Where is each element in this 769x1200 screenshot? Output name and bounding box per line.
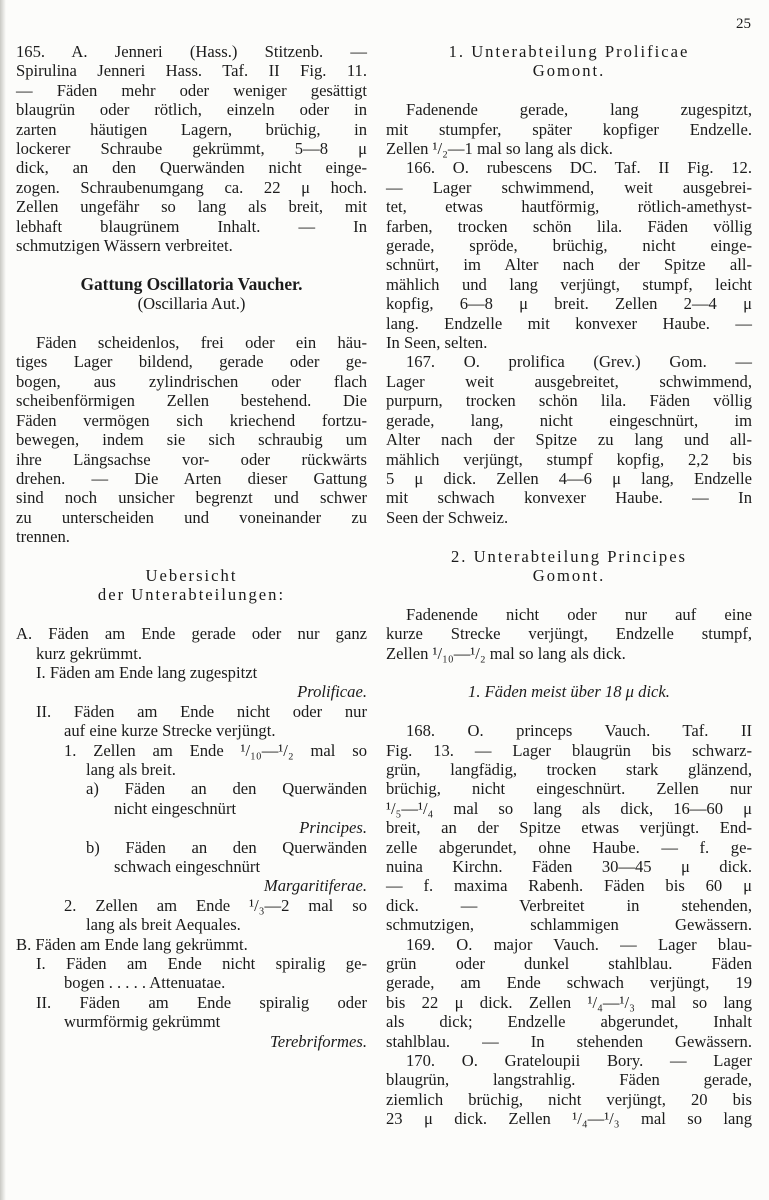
text-line: schmutzigen Wässern verbreitet. — [16, 236, 233, 256]
spacer — [16, 605, 367, 624]
text-line: 1. Fäden meist über 18 μ dick. — [468, 682, 670, 702]
text-line: lebhaft blaugrünem Inhalt. — In — [16, 216, 367, 236]
text-line: trennen. — [16, 527, 70, 547]
text-line: gerade, lang, nicht eingeschnürt, im — [386, 410, 752, 430]
text-line: 1. Unterabteilung Prolificae — [448, 42, 690, 61]
text-line: gerade, am Ende schwach verjüngt, 19 — [386, 973, 752, 993]
text-line: kopfig, 6—8 μ breit. Zellen 2—4 μ — [386, 294, 752, 314]
text-line: purpurn, trocken schön lila. Fäden völlig — [386, 391, 752, 411]
text-line: Seen der Schweiz. — [386, 507, 509, 527]
left-column — [16, 42, 367, 1051]
text-line: Spirulina Jenneri Hass. Taf. II Fig. 11. — [16, 61, 367, 81]
text-line: Uebersicht — [145, 565, 238, 585]
text-line: Margaritiferae. — [263, 876, 367, 896]
text-line: 23 μ dick. Zellen ¹/₄—¹/₃ mal so lang — [386, 1109, 752, 1129]
text-line: — Fäden mehr oder weniger gesättigt — [16, 80, 367, 100]
text-line: bis 22 μ dick. Zellen ¹/₄—¹/₃ mal so lang — [386, 992, 752, 1012]
scan-edge-shadow — [0, 0, 6, 1200]
text-line: bewegen, indem sie sich schraubig um — [16, 430, 367, 450]
text-line: 2. Unterabteilung Principes — [450, 546, 688, 566]
text-line: schmutzigen, schlammigen Gewässern. — [386, 915, 752, 935]
right-column — [386, 42, 752, 1129]
text-line: breit, an der Spitze etwas verjüngt. End- — [386, 818, 752, 838]
text-line: b) Fäden an den Querwänden — [86, 837, 367, 857]
spacer — [386, 702, 752, 721]
spacer — [16, 255, 367, 274]
text-line: grün oder dunkel stahlblau. Fäden — [386, 954, 752, 974]
spacer — [386, 663, 752, 682]
text-line: Zellen ¹/₁₀—¹/₂ mal so lang als dick. — [386, 643, 626, 663]
text-line: — Lager schwimmend, weit ausgebrei- — [386, 177, 752, 197]
page-number: 25 — [736, 16, 751, 32]
text-line: drehen. — Die Arten dieser Gattung — [16, 468, 367, 488]
text-line: I. Fäden am Ende lang zugespitzt — [36, 662, 258, 682]
text-line: 170. O. Grateloupii Bory. — Lager — [406, 1051, 752, 1071]
text-line: (Oscillaria Aut.) — [137, 294, 246, 314]
text-line: II. Fäden am Ende spiralig oder — [36, 992, 367, 1012]
text-line: Fig. 13. — Lager blaugrün bis schwarz- — [386, 740, 752, 760]
text-line: Fadenende nicht oder nur auf eine — [406, 604, 752, 624]
text-line: gerade, spröde, brüchig, nicht einge- — [386, 236, 752, 256]
text-line: 168. O. princeps Vauch. Taf. II — [406, 721, 752, 741]
text-line: lang als breit. — [86, 759, 176, 779]
text-line: nicht eingeschnürt — [114, 798, 237, 818]
text-line: Zellen ungefähr so lang als breit, mit — [16, 197, 367, 217]
text-line: dick, an den Querwänden nicht einge- — [16, 158, 367, 178]
spacer — [386, 527, 752, 546]
text-line: 165. A. Jenneri (Hass.) Stitzenb. — — [16, 42, 367, 61]
text-line: stahlblau. — In stehenden Gewässern. — [386, 1031, 752, 1051]
text-line: auf eine kurze Strecke verjüngt. — [64, 721, 276, 741]
text-line: In Seen, selten. — [386, 333, 488, 353]
text-line: zarten häutigen Lagern, brüchig, in — [16, 119, 367, 139]
text-line: I. Fäden am Ende nicht spiralig ge- — [36, 954, 367, 974]
text-line: 169. O. major Vauch. — Lager blau- — [406, 934, 752, 954]
text-line: Terebriformes. — [270, 1031, 367, 1051]
text-line: kurze Strecke verjüngt, Endzelle stumpf, — [386, 624, 752, 644]
text-line: bogen . . . . . Attenuatae. — [64, 973, 226, 993]
text-line: kurz gekrümmt. — [36, 643, 142, 663]
text-line: brüchig, nicht eingeschnürt. Zellen nur — [386, 779, 752, 799]
text-line: lockerer Schraube gekrümmt, 5—8 μ — [16, 139, 367, 159]
text-line: der Unterabteilungen: — [97, 585, 286, 605]
text-line: mählich und lang verjüngt, stumpf, leicht — [386, 274, 752, 294]
spacer — [386, 585, 752, 604]
text-line: Fäden vermögen sich kriechend fortzu- — [16, 410, 367, 430]
text-line: Fäden scheidenlos, frei oder ein häu- — [36, 333, 367, 353]
text-line: dick. — Verbreitet in stehenden, — [386, 895, 752, 915]
spacer — [16, 314, 367, 333]
text-line: blaugrün, langstrahlig. Fäden gerade, — [386, 1070, 752, 1090]
text-line: 2. Zellen am Ende ¹/₃—2 mal so — [64, 895, 367, 915]
text-line: sind noch unsicher begrenzt und schwer — [16, 488, 367, 508]
text-line: scheibenförmigen Zellen bestehend. Die — [16, 391, 367, 411]
text-line: Gomont. — [532, 61, 606, 81]
text-line: Alter nach der Spitze zu lang und all- — [386, 430, 752, 450]
text-line: lang als breit Aequales. — [86, 915, 241, 935]
text-line: als dick; Endzelle abgerundet, Inhalt — [386, 1012, 752, 1032]
text-line: ¹/₅—¹/₄ mal so lang als dick, 16—60 μ — [386, 798, 752, 818]
text-line: Gomont. — [532, 565, 606, 585]
text-line: Principes. — [299, 818, 367, 838]
text-line: zogen. Schraubenumgang ca. 22 μ hoch. — [16, 177, 367, 197]
text-line: tiges Lager bildend, gerade oder ge- — [16, 352, 367, 372]
text-line: Lager weit ausgebreitet, schwimmend, — [386, 371, 752, 391]
text-line: bogen, aus zylindrischen oder flach — [16, 371, 367, 391]
text-line: mit schwach konvexer Haube. — In — [386, 488, 752, 508]
text-line: II. Fäden am Ende nicht oder nur — [36, 701, 367, 721]
text-line: grün, langfädig, trocken stark glänzend, — [386, 759, 752, 779]
text-line: zelle abgerundet, ohne Haube. — f. ge- — [386, 837, 752, 857]
text-line: farben, trocken schön lila. Fäden völlig — [386, 216, 752, 236]
text-line: schwach eingeschnürt — [114, 857, 261, 876]
text-line: schnürt, im Alter nach der Spitze all- — [386, 255, 752, 275]
text-line: Fadenende gerade, lang zugespitzt, — [406, 100, 752, 120]
text-line: nuina Kirchn. Fäden 30—45 μ dick. — [386, 856, 752, 876]
text-line: a) Fäden an den Querwänden — [86, 779, 367, 799]
text-line: B. Fäden am Ende lang gekrümmt. — [16, 934, 248, 954]
text-line: — f. maxima Rabenh. Fäden bis 60 μ — [386, 876, 752, 896]
text-line: lang. Endzelle mit konvexer Haube. — — [386, 313, 752, 333]
text-line: Zellen ¹/₂—1 mal so lang als dick. — [386, 139, 613, 159]
text-line: wurmförmig gekrümmt — [64, 1012, 221, 1032]
text-line: ihre Längsachse vor- oder rückwärts — [16, 449, 367, 469]
text-line: mit stumpfer, später kopfiger Endzelle. — [386, 119, 752, 139]
text-line: 1. Zellen am Ende ¹/₁₀—¹/₂ mal so — [64, 740, 367, 760]
text-line: Gattung Oscillatoria Vaucher. — [80, 273, 303, 294]
text-line: tet, etwas hautförmig, rötlich-amethyst- — [386, 197, 752, 217]
spacer — [386, 81, 752, 100]
text-line: A. Fäden am Ende gerade oder nur ganz — [16, 624, 367, 644]
text-line: ziemlich brüchig, nicht verjüngt, 20 bis — [386, 1089, 752, 1109]
text-line: zu unterscheiden und voneinander zu — [16, 507, 367, 527]
text-line: 166. O. rubescens DC. Taf. II Fig. 12. — [406, 158, 752, 178]
text-line: mählich verjüngt, stumpf kopfig, 2,2 bis — [386, 449, 752, 469]
spacer — [16, 547, 367, 566]
text-line: Prolificae. — [297, 682, 367, 702]
text-line: 167. O. prolifica (Grev.) Gom. — — [406, 352, 752, 372]
text-line: blaugrün oder rötlich, einzeln oder in — [16, 100, 367, 120]
text-line: 5 μ dick. Zellen 4—6 μ lang, Endzelle — [386, 468, 752, 488]
